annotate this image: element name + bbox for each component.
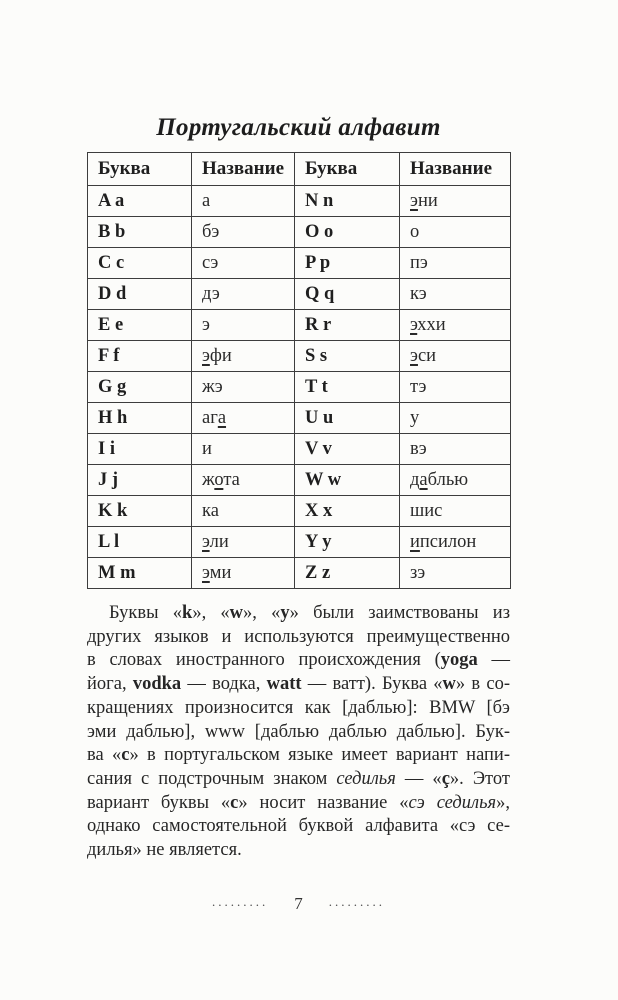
text-line: в словах иностранного происхождения (yoga — — [87, 650, 510, 671]
table-row — [88, 248, 511, 279]
name-cell: о — [400, 217, 511, 248]
name-cell: зэ — [400, 558, 511, 589]
page-title: Португальский алфавит — [156, 114, 441, 141]
name-cell: эси — [400, 341, 511, 372]
letter-cell: C c — [88, 248, 192, 279]
header-cell-name-right: Название — [400, 153, 511, 186]
alphabet-table-body — [88, 186, 511, 589]
letter-cell: M m — [88, 558, 192, 589]
body-paragraph — [87, 602, 510, 863]
page-number: 7 — [294, 894, 303, 913]
letter-cell: Q q — [295, 279, 400, 310]
name-cell: даблью — [400, 465, 511, 496]
text-line: кращениях произносится как [даблью]: BMW [бэ — [87, 697, 510, 718]
header-cell-name-left: Название — [192, 153, 295, 186]
page-footer — [87, 895, 510, 912]
table-row — [88, 403, 511, 434]
letter-cell: A a — [88, 186, 192, 217]
letter-cell: G g — [88, 372, 192, 403]
page-content — [87, 0, 510, 863]
name-cell: кэ — [400, 279, 511, 310]
letter-cell: H h — [88, 403, 192, 434]
name-cell: шис — [400, 496, 511, 527]
table-header-row — [88, 153, 511, 186]
name-cell: эххи — [400, 310, 511, 341]
name-cell: у — [400, 403, 511, 434]
text-line: других языков и используются преимущественно — [87, 626, 510, 647]
table-row — [88, 496, 511, 527]
name-cell: эми — [192, 558, 295, 589]
header-cell-letter-right: Буква — [295, 153, 400, 186]
text-line: дилья» не является. — [87, 840, 242, 861]
letter-cell: Y y — [295, 527, 400, 558]
footer-dots-right: ......... — [328, 894, 385, 909]
text-line: йога, vodka — водка, watt — ватт). Буква «w» в со- — [87, 674, 510, 695]
name-cell: тэ — [400, 372, 511, 403]
letter-cell: I i — [88, 434, 192, 465]
letter-cell: B b — [88, 217, 192, 248]
name-cell: ка — [192, 496, 295, 527]
letter-cell: N n — [295, 186, 400, 217]
alphabet-table — [87, 152, 511, 589]
footer-dots-left: ......... — [212, 894, 269, 909]
table-row — [88, 279, 511, 310]
text-line: эми даблью], www [даблью даблью даблью]. Бук- — [87, 721, 510, 742]
letter-cell: R r — [295, 310, 400, 341]
table-row — [88, 527, 511, 558]
table-row — [88, 217, 511, 248]
letter-cell: X x — [295, 496, 400, 527]
text-line: сания с подстрочным знаком седилья — «ç». Этот — [87, 768, 510, 789]
text-line: Буквы «k», «w», «y» были заимствованы из — [109, 603, 511, 623]
name-cell: дэ — [192, 279, 295, 310]
letter-cell: V v — [295, 434, 400, 465]
text-line: ва «c» в португальском языке имеет вариант напи- — [87, 745, 510, 766]
letter-cell: O o — [295, 217, 400, 248]
name-cell: вэ — [400, 434, 511, 465]
letter-cell: D d — [88, 279, 192, 310]
table-row — [88, 341, 511, 372]
name-cell: а — [192, 186, 295, 217]
letter-cell: L l — [88, 527, 192, 558]
table-row — [88, 372, 511, 403]
name-cell: ага — [192, 403, 295, 434]
letter-cell: U u — [295, 403, 400, 434]
table-row — [88, 434, 511, 465]
header-cell-letter-left: Буква — [88, 153, 192, 186]
letter-cell: W w — [295, 465, 400, 496]
text-line: вариант буквы «c» носит название «сэ седилья», — [87, 792, 510, 813]
name-cell: и — [192, 434, 295, 465]
letter-cell: S s — [295, 341, 400, 372]
letter-cell: J j — [88, 465, 192, 496]
table-row — [88, 310, 511, 341]
name-cell: эни — [400, 186, 511, 217]
table-row — [88, 465, 511, 496]
name-cell: эли — [192, 527, 295, 558]
table-row — [88, 558, 511, 589]
letter-cell: K k — [88, 496, 192, 527]
letter-cell: Z z — [295, 558, 400, 589]
letter-cell: E e — [88, 310, 192, 341]
letter-cell: P p — [295, 248, 400, 279]
text-line: однако самостоятельной буквой алфавита «сэ се- — [87, 816, 510, 837]
name-cell: пэ — [400, 248, 511, 279]
name-cell: жота — [192, 465, 295, 496]
letter-cell: T t — [295, 372, 400, 403]
name-cell: жэ — [192, 372, 295, 403]
name-cell: бэ — [192, 217, 295, 248]
name-cell: э — [192, 310, 295, 341]
name-cell: ипсилон — [400, 527, 511, 558]
name-cell: сэ — [192, 248, 295, 279]
table-row — [88, 186, 511, 217]
letter-cell: F f — [88, 341, 192, 372]
name-cell: эфи — [192, 341, 295, 372]
